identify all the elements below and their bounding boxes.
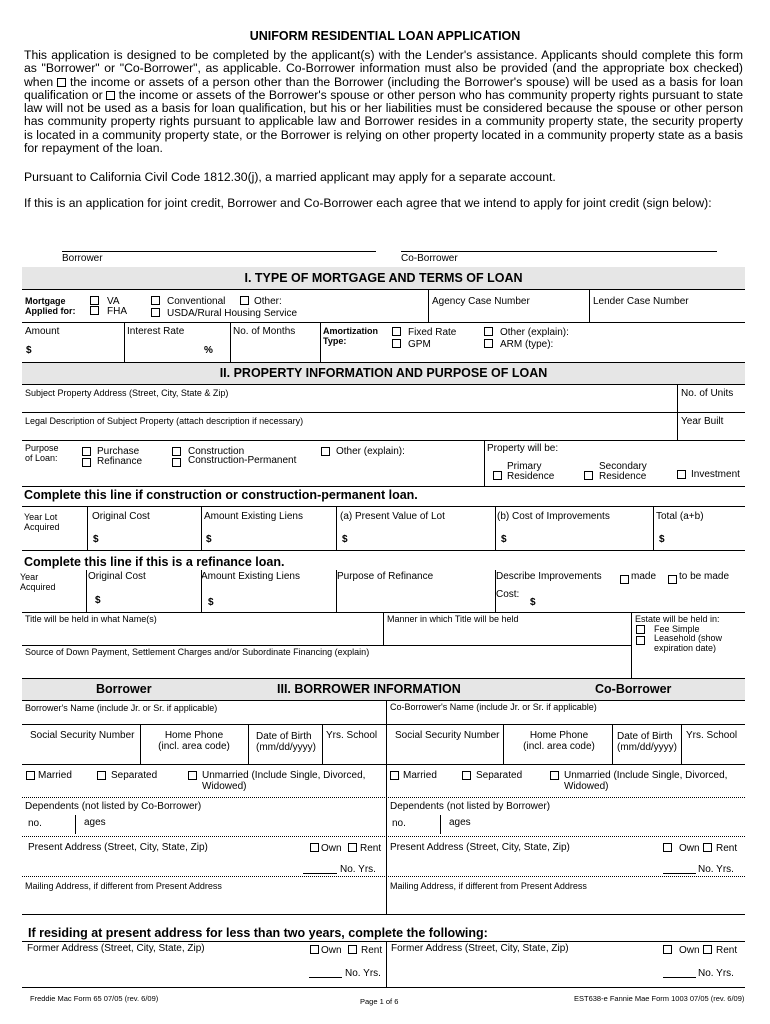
- coborrower-dependents-label: Dependents (not listed by Borrower): [390, 801, 551, 812]
- secondary-residence-label: Secondary Residence: [599, 461, 647, 482]
- borrower-former-no-yrs-field[interactable]: [309, 977, 342, 978]
- rule: [440, 815, 441, 834]
- borrower-no-yrs-field[interactable]: [303, 873, 337, 874]
- rule: [22, 322, 745, 323]
- borrower-rent-checkbox[interactable]: [348, 843, 357, 852]
- gpm-label: GPM: [408, 339, 431, 350]
- rule: [589, 290, 590, 322]
- section-1-title: I. TYPE OF MORTGAGE AND TERMS OF LOAN: [244, 271, 523, 285]
- rule: [22, 764, 745, 765]
- present-value-lot-label: (a) Present Value of Lot: [340, 511, 445, 522]
- conventional-label: Conventional: [167, 296, 226, 307]
- original-cost-label-1: Original Cost: [92, 511, 150, 522]
- amount-existing-liens-label-1: Amount Existing Liens: [204, 511, 303, 522]
- primary-residence-checkbox[interactable]: [493, 471, 502, 480]
- refinance-line-heading: Complete this line if this is a refinance loan.: [24, 555, 285, 569]
- borrower-former-own-checkbox[interactable]: [310, 945, 319, 954]
- present-value-lot-dollar: $: [342, 534, 348, 545]
- coborrower-no-yrs-field[interactable]: [663, 873, 696, 874]
- cost-improvements-dollar: $: [501, 534, 507, 545]
- year-built-label: Year Built: [681, 416, 724, 427]
- coborrower-former-own-label: Own: [679, 945, 700, 956]
- amount-existing-liens-label-2: Amount Existing Liens: [201, 571, 300, 582]
- borrower-dependents-label: Dependents (not listed by Co-Borrower): [25, 801, 202, 812]
- borrower-own-label: Own: [321, 843, 342, 854]
- coborrower-married-checkbox[interactable]: [390, 771, 399, 780]
- coborrower-ssn-label: Social Security Number: [395, 730, 500, 741]
- rule: [653, 506, 654, 550]
- construction-line-heading: Complete this line if construction or construction-permanent loan.: [24, 488, 418, 502]
- rule: [22, 797, 745, 798]
- rule: [248, 724, 249, 764]
- rule: [201, 506, 202, 550]
- borrower-ssn-label: Social Security Number: [30, 730, 135, 741]
- two-years-heading: If residing at present address for less than two years, complete the following:: [28, 926, 488, 940]
- rule: [22, 700, 745, 701]
- coborrower-rent-label: Rent: [716, 843, 738, 854]
- other-purpose-label: Other (explain):: [336, 446, 405, 457]
- coborrower-yrs-school-label: Yrs. School: [686, 730, 738, 741]
- coborrower-separated-label: Separated: [476, 770, 523, 781]
- borrower-married-label: Married: [38, 770, 72, 781]
- borrower-former-own-label: Own: [321, 945, 342, 956]
- coborrower-own-checkbox[interactable]: [663, 843, 672, 852]
- manner-title-held-label: Manner in which Title will be held: [387, 614, 519, 624]
- intro-checkbox-other-income[interactable]: [57, 78, 66, 87]
- coborrower-unmarried-label: Unmarried (Include Single, Divorced, Widowed): [564, 770, 728, 792]
- rule: [631, 612, 632, 678]
- subject-property-address-label: Subject Property Address (Street, City, State & Zip): [25, 388, 229, 398]
- leasehold-checkbox[interactable]: [636, 636, 645, 645]
- amount-existing-liens-dollar-1: $: [206, 534, 212, 545]
- borrower-former-rent-checkbox[interactable]: [348, 945, 357, 954]
- fee-simple-checkbox[interactable]: [636, 625, 645, 634]
- borrower-married-checkbox[interactable]: [26, 771, 35, 780]
- original-cost-dollar-2: $: [95, 595, 101, 606]
- borrower-unmarried-label: Unmarried (Include Single, Divorced, Widowed): [202, 770, 366, 792]
- investment-label: Investment: [691, 469, 740, 480]
- coborrower-former-address-label: Former Address (Street, City, State, Zip): [391, 943, 569, 954]
- other-mortgage-checkbox[interactable]: [240, 296, 249, 305]
- rule: [22, 550, 745, 551]
- rule: [22, 941, 745, 942]
- fixed-rate-label: Fixed Rate: [408, 327, 457, 338]
- rule: [22, 440, 745, 441]
- purpose-of-refinance-label: Purpose of Refinance: [337, 571, 434, 582]
- borrower-former-address-label: Former Address (Street, City, State, Zip): [27, 943, 205, 954]
- coborrower-separated-checkbox[interactable]: [462, 771, 471, 780]
- borrower-present-address-label: Present Address (Street, City, State, Zip): [28, 842, 208, 853]
- rule: [22, 876, 745, 877]
- amount-label: Amount: [25, 326, 60, 337]
- borrower-signature-line[interactable]: [62, 251, 376, 252]
- rule: [22, 412, 745, 413]
- rule: [124, 322, 125, 362]
- purchase-label: Purchase: [97, 446, 140, 457]
- rule: [87, 506, 88, 550]
- borrower-former-rent-label: Rent: [361, 945, 383, 956]
- footer-page-number: Page 1 of 6: [360, 997, 399, 1006]
- gpm-checkbox[interactable]: [392, 339, 401, 348]
- rule: [612, 724, 613, 764]
- rule: [22, 724, 745, 725]
- cost-label: Cost:: [496, 589, 520, 600]
- section-3-borrower-heading: Borrower: [96, 682, 152, 696]
- amortization-type-label: Amortization Type:: [323, 326, 378, 346]
- other-mortgage-label: Other:: [254, 296, 282, 307]
- footer-left: Freddie Mac Form 65 07/05 (rev. 6/09): [30, 994, 159, 1003]
- secondary-residence-checkbox[interactable]: [584, 471, 593, 480]
- va-label: VA: [107, 296, 120, 307]
- year-acquired-label: Year Acquired: [20, 572, 56, 592]
- borrower-unmarried-checkbox[interactable]: [188, 771, 197, 780]
- rule: [75, 815, 76, 834]
- year-lot-acquired-label: Year Lot Acquired: [24, 512, 60, 532]
- primary-residence-label: Primary Residence: [507, 461, 555, 482]
- rule: [22, 645, 631, 646]
- construction-permanent-checkbox[interactable]: [172, 458, 181, 467]
- rule: [320, 322, 321, 362]
- coborrower-home-phone-label: Home Phone (incl. area code): [523, 730, 595, 752]
- intro-text-3: the income or assets of the Borrower's spouse or other person who has community property rights pursuant to state law will not be used as a basis for loan qualification, but his or her liabilities must be considered because the spouse or other person has community property rights pursuant to applicable law and Borrower resides in a community property state, the security property is located in a community property state, or the Borrower is relying on other property located in a community property state as a basis for repayment of the loan.: [24, 87, 744, 156]
- coborrower-own-label: Own: [679, 843, 700, 854]
- rule: [336, 506, 337, 550]
- coborrower-dob-label: Date of Birth (mm/dd/yyyy): [617, 731, 677, 753]
- intro-paragraph: [24, 49, 743, 155]
- construction-label: Construction: [188, 446, 245, 457]
- rule: [495, 506, 496, 550]
- footer-right: EST638-e Fannie Mae Form 1003 07/05 (rev. 6/09): [574, 994, 745, 1003]
- construction-checkbox[interactable]: [172, 447, 181, 456]
- borrower-home-phone-label: Home Phone (incl. area code): [158, 730, 230, 752]
- rule: [503, 724, 504, 764]
- total-dollar: $: [659, 534, 665, 545]
- california-notice: Pursuant to California Civil Code 1812.30(j), a married applicant may apply for a separate account.: [24, 170, 556, 184]
- amount-existing-liens-dollar-2: $: [208, 597, 214, 608]
- coborrower-dependents-no-label: no.: [392, 818, 406, 829]
- coborrower-former-own-checkbox[interactable]: [663, 945, 672, 954]
- coborrower-former-rent-label: Rent: [716, 945, 738, 956]
- section-3-title: III. BORROWER INFORMATION: [277, 682, 461, 696]
- rule: [681, 724, 682, 764]
- rule: [22, 987, 745, 988]
- rule: [230, 322, 231, 362]
- intro-text-2: the income or assets of a person other than the Borrower (including the Borrower's spouse) will be used as a basis for loan qualification or: [24, 74, 744, 102]
- to-be-made-label: to be made: [679, 571, 730, 582]
- rule: [322, 724, 323, 764]
- coborrower-rent-checkbox[interactable]: [703, 843, 712, 852]
- other-amortization-checkbox[interactable]: [484, 327, 493, 336]
- interest-rate-percent: %: [204, 345, 213, 356]
- borrower-dob-label: Date of Birth (mm/dd/yyyy): [256, 731, 316, 753]
- intro-text-1: This application is designed to be completed by the applicant(s) with the Lender's assistance. Applicants should complete this form as "Borrower" or "Co-Borrower", as applicable. Co-Borrower information must also be provided (and the appropriate box checked) when: [24, 48, 743, 89]
- to-be-made-checkbox[interactable]: [668, 575, 677, 584]
- number-of-units-label: No. of Units: [681, 388, 734, 399]
- mortgage-applied-for-label: Mortgage Applied for:: [25, 296, 76, 316]
- coborrower-no-yrs-label: No. Yrs.: [698, 864, 734, 875]
- investment-checkbox[interactable]: [677, 470, 686, 479]
- coborrower-signature-label: Co-Borrower: [401, 253, 458, 264]
- original-cost-label-2: Original Cost: [88, 571, 146, 582]
- number-of-months-label: No. of Months: [233, 326, 296, 337]
- rule: [22, 384, 745, 385]
- total-label: Total (a+b): [656, 511, 704, 522]
- coborrower-married-label: Married: [403, 770, 437, 781]
- purpose-of-loan-label: Purpose of Loan:: [25, 443, 59, 463]
- made-label: made: [631, 571, 657, 582]
- section-2-title: II. PROPERTY INFORMATION AND PURPOSE OF LOAN: [219, 366, 548, 380]
- coborrower-name-label: Co-Borrower's Name (include Jr. or Sr. if applicable): [390, 702, 597, 712]
- title-names-label: Title will be held in what Name(s): [25, 614, 157, 624]
- fha-label: FHA: [107, 306, 127, 317]
- describe-improvements-label: Describe Improvements: [496, 571, 602, 582]
- estate-held-label: Estate will be held in:: [635, 614, 720, 624]
- rule: [22, 486, 745, 487]
- conventional-checkbox[interactable]: [151, 296, 160, 305]
- fha-checkbox[interactable]: [90, 306, 99, 315]
- lender-case-number-label: Lender Case Number: [593, 296, 689, 307]
- coborrower-former-no-yrs-field[interactable]: [663, 977, 696, 978]
- interest-rate-label: Interest Rate: [127, 326, 185, 337]
- arm-label: ARM (type):: [500, 339, 554, 350]
- arm-checkbox[interactable]: [484, 339, 493, 348]
- usda-label: USDA/Rural Housing Service: [167, 308, 298, 319]
- rule: [86, 570, 87, 612]
- rule: [386, 941, 387, 987]
- borrower-no-yrs-label: No. Yrs.: [340, 864, 376, 875]
- coborrower-present-address-label: Present Address (Street, City, State, Zip): [390, 842, 570, 853]
- original-cost-dollar-1: $: [93, 534, 99, 545]
- coborrower-former-no-yrs-label: No. Yrs.: [698, 968, 734, 979]
- borrower-separated-label: Separated: [111, 770, 158, 781]
- refinance-label: Refinance: [97, 456, 143, 467]
- cost-improvements-label: (b) Cost of Improvements: [497, 511, 610, 522]
- section-3-coborrower-heading: Co-Borrower: [595, 682, 672, 696]
- borrower-rent-label: Rent: [360, 843, 382, 854]
- page-title: UNIFORM RESIDENTIAL LOAN APPLICATION: [249, 29, 521, 43]
- borrower-dependents-no-label: no.: [28, 818, 42, 829]
- purchase-checkbox[interactable]: [82, 447, 91, 456]
- cost-dollar: $: [530, 597, 536, 608]
- coborrower-unmarried-checkbox[interactable]: [550, 771, 559, 780]
- fixed-rate-checkbox[interactable]: [392, 327, 401, 336]
- rule: [386, 700, 387, 914]
- rule: [22, 914, 745, 915]
- leasehold-label: Leasehold (show expiration date): [654, 633, 723, 653]
- borrower-dependents-ages-label: ages: [84, 817, 106, 828]
- other-amortization-label: Other (explain):: [500, 327, 569, 338]
- borrower-former-no-yrs-label: No. Yrs.: [345, 968, 381, 979]
- usda-checkbox[interactable]: [151, 308, 160, 317]
- fee-simple-label: Fee Simple: [654, 624, 700, 634]
- intro-checkbox-community-property[interactable]: [106, 91, 115, 100]
- borrower-mailing-address-label: Mailing Address, if different from Present Address: [25, 881, 222, 891]
- construction-permanent-label: Construction-Permanent: [188, 455, 297, 466]
- legal-description-label: Legal Description of Subject Property (attach description if necessary): [25, 416, 304, 426]
- rule: [484, 440, 485, 486]
- coborrower-former-rent-checkbox[interactable]: [703, 945, 712, 954]
- rule: [22, 836, 745, 837]
- property-will-be-label: Property will be:: [487, 443, 559, 454]
- va-checkbox[interactable]: [90, 296, 99, 305]
- rule: [383, 612, 384, 645]
- other-purpose-checkbox[interactable]: [321, 447, 330, 456]
- refinance-checkbox[interactable]: [82, 458, 91, 467]
- borrower-separated-checkbox[interactable]: [97, 771, 106, 780]
- amount-dollar: $: [26, 345, 32, 356]
- coborrower-mailing-address-label: Mailing Address, if different from Present Address: [390, 881, 587, 891]
- source-down-payment-label: Source of Down Payment, Settlement Charges and/or Subordinate Financing (explain): [25, 647, 370, 657]
- borrower-signature-label: Borrower: [62, 253, 103, 264]
- rule: [22, 289, 745, 290]
- agency-case-number-label: Agency Case Number: [432, 296, 530, 307]
- coborrower-signature-line[interactable]: [401, 251, 717, 252]
- borrower-yrs-school-label: Yrs. School: [326, 730, 378, 741]
- borrower-own-checkbox[interactable]: [310, 843, 319, 852]
- joint-credit-notice: If this is an application for joint credit, Borrower and Co-Borrower each agree that we intend to apply for joint credit (sign below):: [24, 196, 712, 210]
- rule: [22, 506, 745, 507]
- coborrower-dependents-ages-label: ages: [449, 817, 471, 828]
- made-checkbox[interactable]: [620, 575, 629, 584]
- rule: [428, 290, 429, 322]
- borrower-name-label: Borrower's Name (include Jr. or Sr. if applicable): [25, 703, 218, 713]
